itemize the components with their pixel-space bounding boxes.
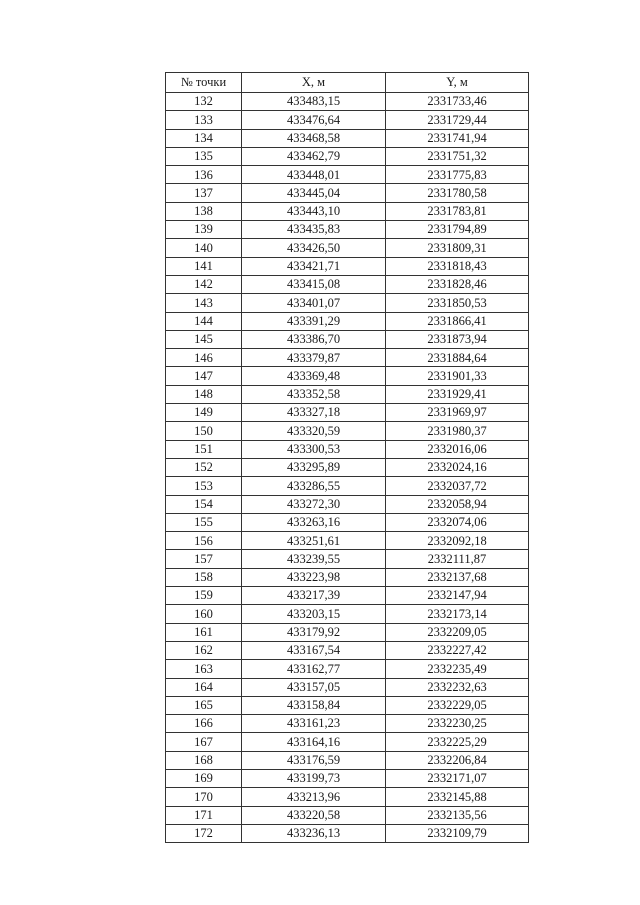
y-coordinate-cell: 2332209,05 [386, 623, 529, 641]
x-coordinate-cell: 433213,96 [242, 788, 386, 806]
table-row [166, 93, 529, 111]
x-coordinate-cell: 433435,83 [242, 221, 386, 239]
x-coordinate-cell: 433223,98 [242, 568, 386, 586]
table-row [166, 294, 529, 312]
coordinates-table [165, 72, 529, 843]
y-coordinate-cell: 2332074,06 [386, 513, 529, 531]
point-number-cell: 136 [166, 166, 242, 184]
y-coordinate-cell: 2331780,58 [386, 184, 529, 202]
x-coordinate-cell: 433164,16 [242, 733, 386, 751]
x-coordinate-cell: 433179,92 [242, 623, 386, 641]
point-number-cell: 161 [166, 623, 242, 641]
table-row [166, 257, 529, 275]
table-row [166, 111, 529, 129]
point-number-cell: 160 [166, 605, 242, 623]
table-row [166, 349, 529, 367]
table-row [166, 824, 529, 842]
point-number-cell: 147 [166, 367, 242, 385]
x-coordinate-cell: 433483,15 [242, 93, 386, 111]
x-coordinate-cell: 433295,89 [242, 458, 386, 476]
y-coordinate-cell: 2331733,46 [386, 93, 529, 111]
x-coordinate-cell: 433162,77 [242, 660, 386, 678]
point-number-cell: 172 [166, 824, 242, 842]
table-row [166, 751, 529, 769]
x-coordinate-cell: 433300,53 [242, 440, 386, 458]
table-row [166, 623, 529, 641]
point-number-cell: 168 [166, 751, 242, 769]
table-row [166, 330, 529, 348]
header-row [166, 73, 529, 93]
y-coordinate-cell: 2331741,94 [386, 129, 529, 147]
table-row [166, 513, 529, 531]
table-row [166, 641, 529, 659]
y-coordinate-cell: 2332037,72 [386, 477, 529, 495]
x-coordinate-cell: 433448,01 [242, 166, 386, 184]
y-coordinate-cell: 2331729,44 [386, 111, 529, 129]
point-number-cell: 134 [166, 129, 242, 147]
point-number-cell: 146 [166, 349, 242, 367]
table-row [166, 806, 529, 824]
y-coordinate-cell: 2332235,49 [386, 660, 529, 678]
x-coordinate-cell: 433421,71 [242, 257, 386, 275]
y-coordinate-cell: 2331794,89 [386, 221, 529, 239]
point-number-cell: 143 [166, 294, 242, 312]
x-coordinate-cell: 433158,84 [242, 696, 386, 714]
table-row [166, 184, 529, 202]
table-row [166, 550, 529, 568]
x-coordinate-cell: 433462,79 [242, 147, 386, 165]
x-coordinate-cell: 433176,59 [242, 751, 386, 769]
point-number-cell: 165 [166, 696, 242, 714]
x-coordinate-cell: 433468,58 [242, 129, 386, 147]
table-row [166, 129, 529, 147]
x-coordinate-cell: 433426,50 [242, 239, 386, 257]
table-row [166, 367, 529, 385]
table-row [166, 312, 529, 330]
y-coordinate-cell: 2331809,31 [386, 239, 529, 257]
x-coordinate-cell: 433272,30 [242, 495, 386, 513]
table-row [166, 733, 529, 751]
y-coordinate-cell: 2332171,07 [386, 769, 529, 787]
table-row [166, 788, 529, 806]
y-coordinate-cell: 2332109,79 [386, 824, 529, 842]
point-number-cell: 145 [166, 330, 242, 348]
table-row [166, 568, 529, 586]
point-number-cell: 170 [166, 788, 242, 806]
point-number-cell: 144 [166, 312, 242, 330]
table-row [166, 477, 529, 495]
y-coordinate-cell: 2331850,53 [386, 294, 529, 312]
point-number-cell: 148 [166, 385, 242, 403]
point-number-cell: 164 [166, 678, 242, 696]
y-coordinate-cell: 2331884,64 [386, 349, 529, 367]
x-coordinate-cell: 433236,13 [242, 824, 386, 842]
point-number-cell: 133 [166, 111, 242, 129]
table-header [166, 73, 529, 93]
x-coordinate-cell: 433203,15 [242, 605, 386, 623]
y-coordinate-cell: 2332227,42 [386, 641, 529, 659]
point-number-cell: 149 [166, 404, 242, 422]
x-coordinate-cell: 433263,16 [242, 513, 386, 531]
point-number-cell: 152 [166, 458, 242, 476]
point-number-cell: 151 [166, 440, 242, 458]
point-number-cell: 158 [166, 568, 242, 586]
point-number-cell: 155 [166, 513, 242, 531]
x-coordinate-cell: 433239,55 [242, 550, 386, 568]
x-coordinate-cell: 433476,64 [242, 111, 386, 129]
y-coordinate-cell: 2331775,83 [386, 166, 529, 184]
header-point-number: № точки [166, 73, 242, 93]
point-number-cell: 159 [166, 587, 242, 605]
table-row [166, 275, 529, 293]
table-row [166, 495, 529, 513]
x-coordinate-cell: 433379,87 [242, 349, 386, 367]
header-x: X, м [242, 73, 386, 93]
y-coordinate-cell: 2331980,37 [386, 422, 529, 440]
y-coordinate-cell: 2332147,94 [386, 587, 529, 605]
table-row [166, 422, 529, 440]
table-row [166, 440, 529, 458]
x-coordinate-cell: 433445,04 [242, 184, 386, 202]
point-number-cell: 156 [166, 532, 242, 550]
table-row [166, 458, 529, 476]
y-coordinate-cell: 2331751,32 [386, 147, 529, 165]
y-coordinate-cell: 2332111,87 [386, 550, 529, 568]
header-y: Y, м [386, 73, 529, 93]
table-row [166, 660, 529, 678]
y-coordinate-cell: 2332225,29 [386, 733, 529, 751]
y-coordinate-cell: 2332206,84 [386, 751, 529, 769]
y-coordinate-cell: 2331828,46 [386, 275, 529, 293]
y-coordinate-cell: 2332145,88 [386, 788, 529, 806]
x-coordinate-cell: 433217,39 [242, 587, 386, 605]
table-row [166, 202, 529, 220]
point-number-cell: 141 [166, 257, 242, 275]
y-coordinate-cell: 2331901,33 [386, 367, 529, 385]
x-coordinate-cell: 433220,58 [242, 806, 386, 824]
table-row [166, 404, 529, 422]
table-row [166, 715, 529, 733]
table-row [166, 147, 529, 165]
table-row [166, 221, 529, 239]
x-coordinate-cell: 433286,55 [242, 477, 386, 495]
point-number-cell: 150 [166, 422, 242, 440]
point-number-cell: 162 [166, 641, 242, 659]
y-coordinate-cell: 2331929,41 [386, 385, 529, 403]
point-number-cell: 167 [166, 733, 242, 751]
table-row [166, 696, 529, 714]
point-number-cell: 140 [166, 239, 242, 257]
point-number-cell: 138 [166, 202, 242, 220]
table-row [166, 532, 529, 550]
point-number-cell: 132 [166, 93, 242, 111]
x-coordinate-cell: 433161,23 [242, 715, 386, 733]
y-coordinate-cell: 2332092,18 [386, 532, 529, 550]
x-coordinate-cell: 433251,61 [242, 532, 386, 550]
x-coordinate-cell: 433391,29 [242, 312, 386, 330]
point-number-cell: 139 [166, 221, 242, 239]
y-coordinate-cell: 2331969,97 [386, 404, 529, 422]
table-row [166, 587, 529, 605]
point-number-cell: 166 [166, 715, 242, 733]
point-number-cell: 154 [166, 495, 242, 513]
x-coordinate-cell: 433415,08 [242, 275, 386, 293]
x-coordinate-cell: 433157,05 [242, 678, 386, 696]
x-coordinate-cell: 433369,48 [242, 367, 386, 385]
y-coordinate-cell: 2331866,41 [386, 312, 529, 330]
x-coordinate-cell: 433167,54 [242, 641, 386, 659]
table-row [166, 769, 529, 787]
x-coordinate-cell: 433352,58 [242, 385, 386, 403]
table-row [166, 239, 529, 257]
table-row [166, 605, 529, 623]
point-number-cell: 171 [166, 806, 242, 824]
point-number-cell: 153 [166, 477, 242, 495]
x-coordinate-cell: 433386,70 [242, 330, 386, 348]
table-row [166, 678, 529, 696]
point-number-cell: 169 [166, 769, 242, 787]
y-coordinate-cell: 2332173,14 [386, 605, 529, 623]
x-coordinate-cell: 433327,18 [242, 404, 386, 422]
x-coordinate-cell: 433199,73 [242, 769, 386, 787]
table-row [166, 166, 529, 184]
table-row [166, 385, 529, 403]
y-coordinate-cell: 2332137,68 [386, 568, 529, 586]
y-coordinate-cell: 2331873,94 [386, 330, 529, 348]
point-number-cell: 137 [166, 184, 242, 202]
point-number-cell: 157 [166, 550, 242, 568]
x-coordinate-cell: 433401,07 [242, 294, 386, 312]
point-number-cell: 163 [166, 660, 242, 678]
point-number-cell: 135 [166, 147, 242, 165]
y-coordinate-cell: 2331783,81 [386, 202, 529, 220]
x-coordinate-cell: 433320,59 [242, 422, 386, 440]
point-number-cell: 142 [166, 275, 242, 293]
y-coordinate-cell: 2332229,05 [386, 696, 529, 714]
y-coordinate-cell: 2332230,25 [386, 715, 529, 733]
y-coordinate-cell: 2332232,63 [386, 678, 529, 696]
y-coordinate-cell: 2332135,56 [386, 806, 529, 824]
y-coordinate-cell: 2332058,94 [386, 495, 529, 513]
y-coordinate-cell: 2332016,06 [386, 440, 529, 458]
table-body [166, 93, 529, 843]
y-coordinate-cell: 2332024,16 [386, 458, 529, 476]
x-coordinate-cell: 433443,10 [242, 202, 386, 220]
y-coordinate-cell: 2331818,43 [386, 257, 529, 275]
